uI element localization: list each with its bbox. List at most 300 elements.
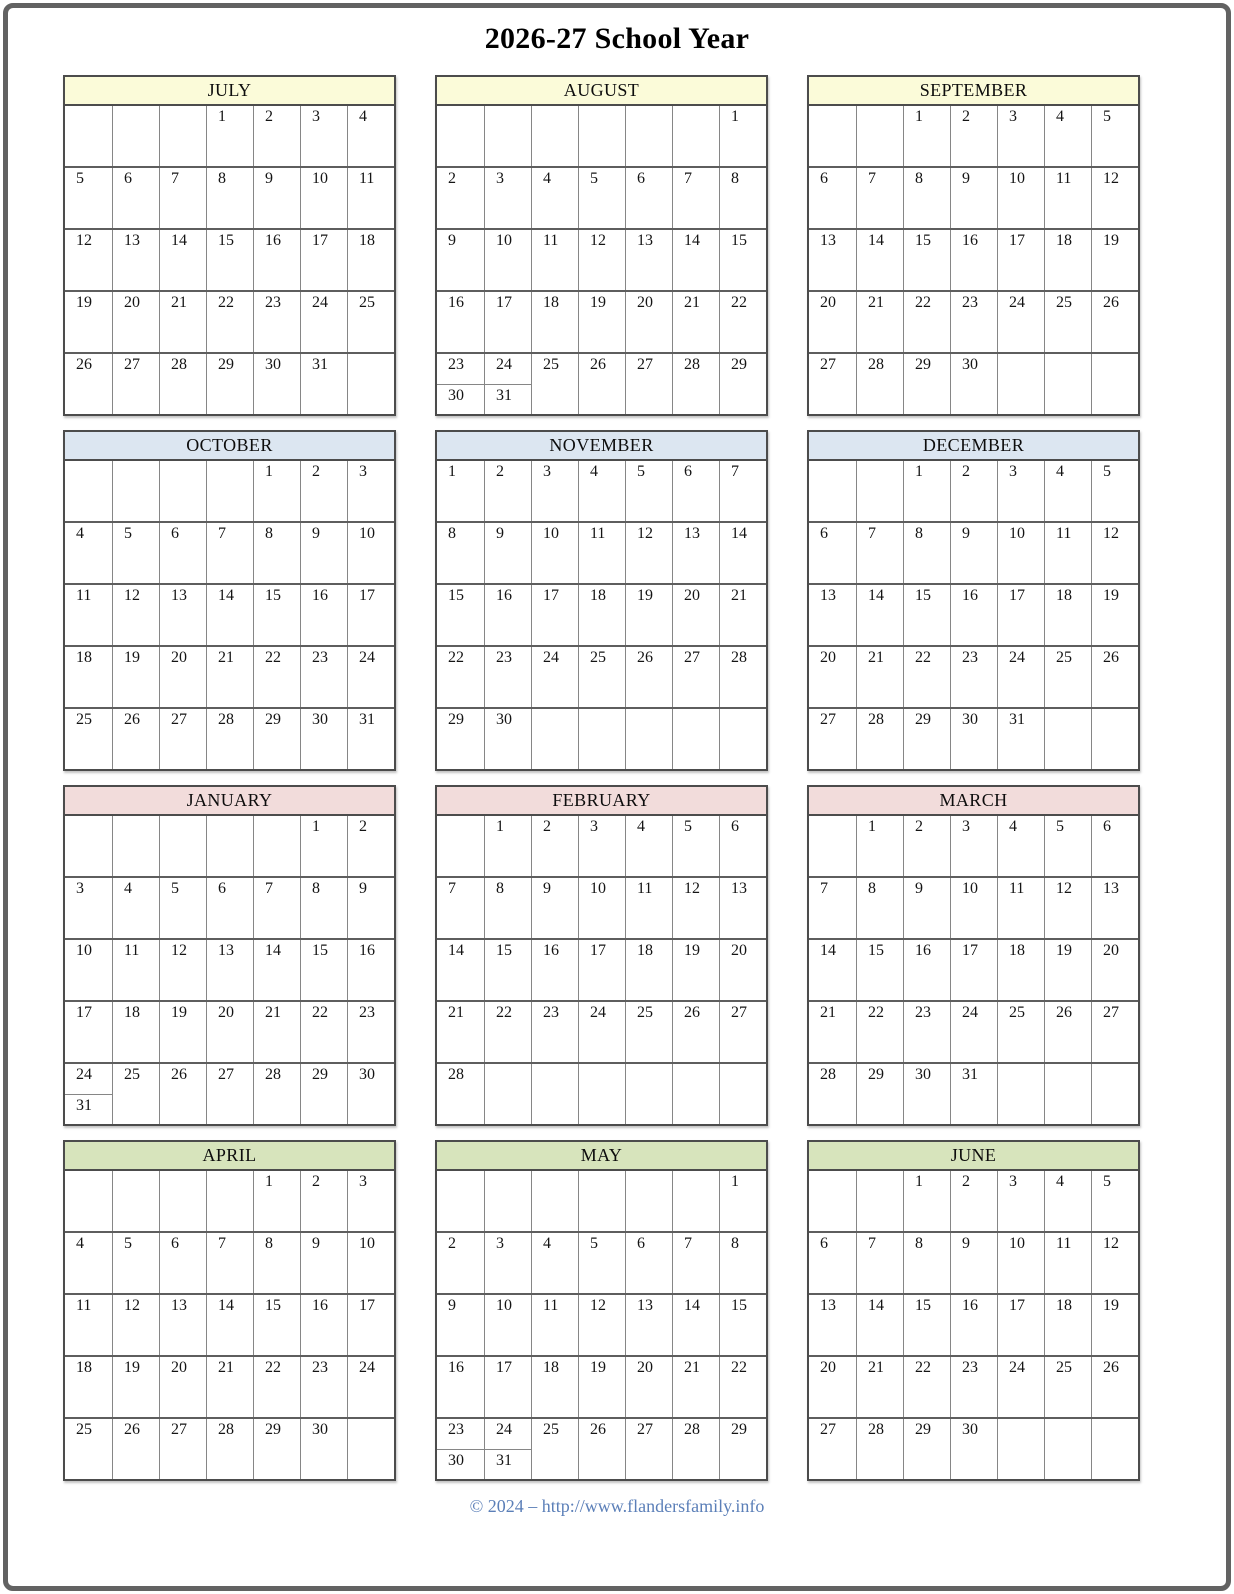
day-cell: 26 — [1091, 292, 1138, 352]
day-cell: 15 — [206, 230, 253, 290]
empty-cell — [484, 1064, 531, 1124]
day-cell: 30 — [253, 354, 300, 414]
day-cell: 8 — [206, 168, 253, 228]
empty-cell — [578, 106, 625, 166]
day-cell: 11 — [347, 168, 394, 228]
month-august — [435, 75, 768, 416]
day-cell: 23 — [950, 647, 997, 707]
overflow-day-number: 30 — [437, 384, 484, 415]
day-cell: 1 — [300, 816, 347, 876]
day-cell: 23 — [903, 1002, 950, 1062]
copyright-text: © 2024 – — [469, 1496, 542, 1516]
week-row — [809, 1062, 1138, 1124]
day-number: 24 — [496, 356, 512, 373]
week-row — [809, 816, 1138, 876]
day-cell: 19 — [672, 940, 719, 1000]
day-cell: 1 — [903, 1171, 950, 1231]
day-cell: 16 — [448, 294, 464, 311]
day-cell: 6 — [719, 816, 766, 876]
day-cell: 13 — [719, 878, 766, 938]
day-cell: 12 — [112, 1295, 159, 1355]
day-cell: 29 — [903, 354, 950, 414]
day-cell: 14 — [856, 230, 903, 290]
day-cell: 4 — [625, 816, 672, 876]
day-cell: 5 — [578, 1233, 625, 1293]
week-row — [65, 876, 394, 938]
day-cell: 6 — [159, 523, 206, 583]
day-cell: 28 — [672, 1419, 719, 1479]
empty-cell — [65, 816, 112, 876]
day-cell: 7 — [856, 168, 903, 228]
day-cell: 19 — [1091, 585, 1138, 645]
week-row — [65, 106, 394, 166]
day-cell: 18 — [1044, 585, 1091, 645]
day-cell: 5 — [1091, 106, 1138, 166]
footer-link[interactable]: http://www.flandersfamily.info — [541, 1496, 765, 1516]
day-cell: 22 — [903, 647, 950, 707]
day-cell: 21 — [856, 1357, 903, 1417]
day-cell: 25 — [997, 1002, 1044, 1062]
month-february — [435, 785, 768, 1126]
day-cell: 7 — [856, 1233, 903, 1293]
empty-cell — [531, 1064, 578, 1124]
day-cell: 8 — [253, 1233, 300, 1293]
month-header: SEPTEMBER — [809, 77, 1138, 106]
week-row — [437, 521, 766, 583]
empty-cell — [1091, 709, 1138, 769]
day-cell: 9 — [300, 1233, 347, 1293]
day-cell: 18 — [531, 292, 578, 352]
day-cell: 3 — [997, 461, 1044, 521]
day-cell: 16 — [300, 585, 347, 645]
week-row — [65, 352, 394, 414]
day-cell: 14 — [719, 523, 766, 583]
day-cell: 2 — [903, 816, 950, 876]
day-cell: 24 — [531, 647, 578, 707]
day-cell: 16 — [300, 1295, 347, 1355]
day-cell: 8 — [903, 168, 950, 228]
day-cell: 3 — [484, 168, 531, 228]
day-cell: 16 — [903, 940, 950, 1000]
day-cell: 8 — [484, 878, 531, 938]
empty-cell — [531, 1171, 578, 1231]
day-cell: 18 — [112, 1002, 159, 1062]
week-row — [437, 816, 766, 876]
day-cell: 18 — [997, 940, 1044, 1000]
month-november — [435, 430, 768, 771]
day-cell: 25 — [531, 1419, 578, 1479]
empty-cell — [112, 461, 159, 521]
day-cell: 4 — [76, 525, 84, 542]
day-cell: 6 — [159, 1233, 206, 1293]
day-cell: 4 — [76, 1235, 84, 1252]
day-cell: 19 — [159, 1002, 206, 1062]
day-cell: 17 — [950, 940, 997, 1000]
day-cell: 19 — [76, 294, 92, 311]
day-cell: 31 — [997, 709, 1044, 769]
day-cell-split — [65, 1064, 112, 1124]
day-cell: 14 — [820, 942, 836, 959]
day-cell: 27 — [206, 1064, 253, 1124]
day-cell: 3 — [300, 106, 347, 166]
day-cell: 3 — [997, 106, 1044, 166]
day-cell: 22 — [903, 1357, 950, 1417]
day-cell: 2 — [300, 1171, 347, 1231]
day-cell: 13 — [159, 585, 206, 645]
day-cell: 5 — [625, 461, 672, 521]
day-cell: 26 — [112, 1419, 159, 1479]
week-row — [65, 1293, 394, 1355]
day-cell: 26 — [159, 1064, 206, 1124]
day-cell: 13 — [159, 1295, 206, 1355]
day-cell: 4 — [531, 1233, 578, 1293]
day-cell: 21 — [856, 647, 903, 707]
empty-cell — [809, 461, 856, 521]
week-row — [437, 352, 766, 414]
day-cell: 28 — [206, 709, 253, 769]
day-cell: 5 — [76, 170, 84, 187]
empty-cell — [65, 461, 112, 521]
day-cell: 2 — [448, 1235, 456, 1252]
month-october — [63, 430, 396, 771]
month-header: MAY — [437, 1142, 766, 1171]
week-row — [65, 1062, 394, 1124]
day-cell-split — [437, 1419, 484, 1479]
day-cell: 1 — [484, 816, 531, 876]
month-header: APRIL — [65, 1142, 394, 1171]
day-cell: 21 — [159, 292, 206, 352]
day-cell: 18 — [347, 230, 394, 290]
day-cell: 24 — [347, 1357, 394, 1417]
day-cell: 19 — [625, 585, 672, 645]
day-cell: 17 — [997, 1295, 1044, 1355]
day-cell: 4 — [347, 106, 394, 166]
day-cell: 6 — [820, 525, 828, 542]
day-cell: 11 — [578, 523, 625, 583]
day-cell: 14 — [206, 1295, 253, 1355]
week-row — [65, 1417, 394, 1479]
empty-cell — [65, 1171, 112, 1231]
empty-cell — [672, 709, 719, 769]
day-cell-split — [437, 354, 484, 414]
empty-cell — [159, 1171, 206, 1231]
week-row — [65, 1231, 394, 1293]
day-cell: 14 — [672, 230, 719, 290]
month-header: MARCH — [809, 787, 1138, 816]
day-cell: 20 — [159, 1357, 206, 1417]
empty-cell — [1044, 1419, 1091, 1479]
day-cell: 13 — [672, 523, 719, 583]
day-cell: 9 — [300, 523, 347, 583]
day-cell: 16 — [950, 230, 997, 290]
day-cell: 24 — [997, 647, 1044, 707]
day-cell: 6 — [672, 461, 719, 521]
week-row — [65, 707, 394, 769]
empty-cell — [997, 1419, 1044, 1479]
day-cell: 9 — [253, 168, 300, 228]
empty-cell — [809, 1171, 856, 1231]
day-cell: 16 — [531, 940, 578, 1000]
day-cell: 31 — [347, 709, 394, 769]
week-row — [437, 938, 766, 1000]
day-cell: 20 — [625, 292, 672, 352]
empty-cell — [856, 461, 903, 521]
day-cell: 18 — [578, 585, 625, 645]
empty-cell — [625, 106, 672, 166]
day-cell: 26 — [112, 709, 159, 769]
day-cell: 11 — [531, 1295, 578, 1355]
day-cell: 17 — [484, 292, 531, 352]
day-cell: 7 — [448, 880, 456, 897]
day-cell: 28 — [159, 354, 206, 414]
day-cell-split — [484, 354, 531, 414]
day-cell: 3 — [347, 1171, 394, 1231]
week-row — [65, 938, 394, 1000]
day-cell: 19 — [1091, 1295, 1138, 1355]
month-january — [63, 785, 396, 1126]
day-cell: 20 — [625, 1357, 672, 1417]
week-row — [437, 290, 766, 352]
empty-cell — [625, 1171, 672, 1231]
month-header: NOVEMBER — [437, 432, 766, 461]
day-cell: 2 — [950, 461, 997, 521]
day-cell: 10 — [531, 523, 578, 583]
empty-cell — [159, 106, 206, 166]
week-row — [65, 166, 394, 228]
day-cell: 29 — [206, 354, 253, 414]
day-cell: 23 — [300, 1357, 347, 1417]
day-cell: 30 — [300, 709, 347, 769]
day-cell: 24 — [347, 647, 394, 707]
month-header: AUGUST — [437, 77, 766, 106]
empty-cell — [1091, 354, 1138, 414]
day-cell: 5 — [672, 816, 719, 876]
day-cell: 25 — [1044, 647, 1091, 707]
day-cell: 21 — [672, 1357, 719, 1417]
day-cell: 11 — [531, 230, 578, 290]
month-header: OCTOBER — [65, 432, 394, 461]
month-header: FEBRUARY — [437, 787, 766, 816]
day-number: 24 — [496, 1421, 512, 1438]
day-cell: 22 — [719, 1357, 766, 1417]
day-cell: 12 — [1091, 1233, 1138, 1293]
day-cell: 11 — [76, 587, 92, 604]
day-cell: 4 — [112, 878, 159, 938]
day-cell: 15 — [903, 585, 950, 645]
day-cell: 9 — [347, 878, 394, 938]
week-row — [437, 1417, 766, 1479]
day-cell: 30 — [950, 709, 997, 769]
week-row — [809, 707, 1138, 769]
empty-cell — [437, 1171, 484, 1231]
day-cell: 29 — [903, 709, 950, 769]
day-cell: 22 — [856, 1002, 903, 1062]
empty-cell — [672, 1064, 719, 1124]
day-cell: 10 — [997, 1233, 1044, 1293]
week-row — [809, 1231, 1138, 1293]
empty-cell — [997, 1064, 1044, 1124]
empty-cell — [65, 106, 112, 166]
day-cell: 18 — [1044, 230, 1091, 290]
day-cell: 18 — [76, 649, 92, 666]
day-cell: 28 — [820, 1066, 836, 1083]
empty-cell — [531, 709, 578, 769]
empty-cell — [484, 1171, 531, 1231]
page-title: 2026-27 School Year — [484, 22, 750, 55]
day-cell: 20 — [1091, 940, 1138, 1000]
day-cell: 21 — [448, 1004, 464, 1021]
day-cell: 3 — [484, 1233, 531, 1293]
day-cell: 15 — [253, 585, 300, 645]
day-cell: 30 — [300, 1419, 347, 1479]
week-row — [809, 1417, 1138, 1479]
day-cell: 17 — [347, 585, 394, 645]
day-cell-split — [484, 1419, 531, 1479]
day-cell: 13 — [820, 1297, 836, 1314]
day-cell: 16 — [950, 585, 997, 645]
day-cell: 20 — [206, 1002, 253, 1062]
empty-cell — [1044, 1064, 1091, 1124]
day-cell: 4 — [1044, 461, 1091, 521]
day-cell: 2 — [347, 816, 394, 876]
day-cell: 23 — [347, 1002, 394, 1062]
day-cell: 24 — [950, 1002, 997, 1062]
day-cell: 10 — [950, 878, 997, 938]
day-cell: 14 — [672, 1295, 719, 1355]
months-grid — [63, 75, 1140, 1481]
empty-cell — [672, 1171, 719, 1231]
day-cell: 7 — [159, 168, 206, 228]
week-row — [65, 1000, 394, 1062]
month-april — [63, 1140, 396, 1481]
week-row — [437, 1062, 766, 1124]
empty-cell — [206, 1171, 253, 1231]
day-cell: 1 — [253, 461, 300, 521]
week-row — [437, 228, 766, 290]
day-cell: 6 — [206, 878, 253, 938]
day-cell: 9 — [903, 878, 950, 938]
day-cell: 3 — [997, 1171, 1044, 1231]
day-cell: 10 — [997, 523, 1044, 583]
week-row — [437, 166, 766, 228]
day-cell: 14 — [253, 940, 300, 1000]
day-cell: 12 — [672, 878, 719, 938]
day-cell: 3 — [578, 816, 625, 876]
day-cell: 18 — [531, 1357, 578, 1417]
empty-cell — [1044, 709, 1091, 769]
day-cell: 11 — [625, 878, 672, 938]
week-row — [437, 1231, 766, 1293]
day-cell: 23 — [950, 292, 997, 352]
day-cell: 26 — [672, 1002, 719, 1062]
day-cell: 12 — [578, 1295, 625, 1355]
day-cell: 18 — [625, 940, 672, 1000]
day-cell: 2 — [484, 461, 531, 521]
month-june — [807, 1140, 1140, 1481]
week-row — [437, 1171, 766, 1231]
day-cell: 12 — [112, 585, 159, 645]
day-cell: 5 — [1091, 1171, 1138, 1231]
day-cell: 27 — [672, 647, 719, 707]
empty-cell — [578, 1064, 625, 1124]
day-cell: 2 — [300, 461, 347, 521]
day-cell: 20 — [820, 1359, 836, 1376]
day-cell: 5 — [112, 1233, 159, 1293]
day-number: 24 — [76, 1066, 92, 1083]
day-cell: 5 — [578, 168, 625, 228]
day-cell: 23 — [531, 1002, 578, 1062]
day-cell: 27 — [159, 1419, 206, 1479]
day-cell: 21 — [206, 1357, 253, 1417]
day-cell: 13 — [112, 230, 159, 290]
day-cell: 6 — [820, 1235, 828, 1252]
empty-cell — [719, 709, 766, 769]
day-cell: 4 — [1044, 1171, 1091, 1231]
empty-cell — [672, 106, 719, 166]
day-cell: 8 — [719, 1233, 766, 1293]
day-cell: 6 — [1091, 816, 1138, 876]
day-cell: 9 — [950, 523, 997, 583]
day-cell: 5 — [1044, 816, 1091, 876]
month-december — [807, 430, 1140, 771]
day-cell: 26 — [76, 356, 92, 373]
day-cell: 28 — [856, 354, 903, 414]
day-cell: 31 — [300, 354, 347, 414]
empty-cell — [484, 106, 531, 166]
day-cell: 24 — [997, 292, 1044, 352]
day-cell: 12 — [76, 232, 92, 249]
empty-cell — [159, 461, 206, 521]
day-cell: 26 — [1044, 1002, 1091, 1062]
week-row — [437, 461, 766, 521]
day-cell: 21 — [856, 292, 903, 352]
week-row — [437, 106, 766, 166]
day-cell: 10 — [484, 1295, 531, 1355]
day-cell: 2 — [448, 170, 456, 187]
day-cell: 19 — [112, 647, 159, 707]
day-cell: 30 — [347, 1064, 394, 1124]
day-cell: 3 — [347, 461, 394, 521]
day-cell: 13 — [625, 230, 672, 290]
day-cell: 20 — [719, 940, 766, 1000]
day-cell: 5 — [112, 523, 159, 583]
week-row — [65, 290, 394, 352]
footer-credit — [0, 1496, 1234, 1517]
day-cell: 21 — [672, 292, 719, 352]
day-cell: 3 — [76, 880, 84, 897]
day-cell: 7 — [206, 1233, 253, 1293]
day-cell: 25 — [112, 1064, 159, 1124]
overflow-day-number: 30 — [437, 1449, 484, 1480]
day-cell: 1 — [903, 461, 950, 521]
week-row — [809, 521, 1138, 583]
day-cell: 4 — [578, 461, 625, 521]
day-cell: 7 — [820, 880, 828, 897]
day-cell: 2 — [531, 816, 578, 876]
day-cell: 10 — [347, 1233, 394, 1293]
day-cell: 25 — [531, 354, 578, 414]
week-row — [809, 290, 1138, 352]
day-cell: 19 — [112, 1357, 159, 1417]
day-cell: 5 — [1091, 461, 1138, 521]
day-cell: 27 — [719, 1002, 766, 1062]
day-cell: 15 — [903, 1295, 950, 1355]
month-header: JANUARY — [65, 787, 394, 816]
day-cell: 14 — [856, 585, 903, 645]
day-cell: 14 — [159, 230, 206, 290]
day-cell: 2 — [950, 106, 997, 166]
day-cell: 30 — [484, 709, 531, 769]
